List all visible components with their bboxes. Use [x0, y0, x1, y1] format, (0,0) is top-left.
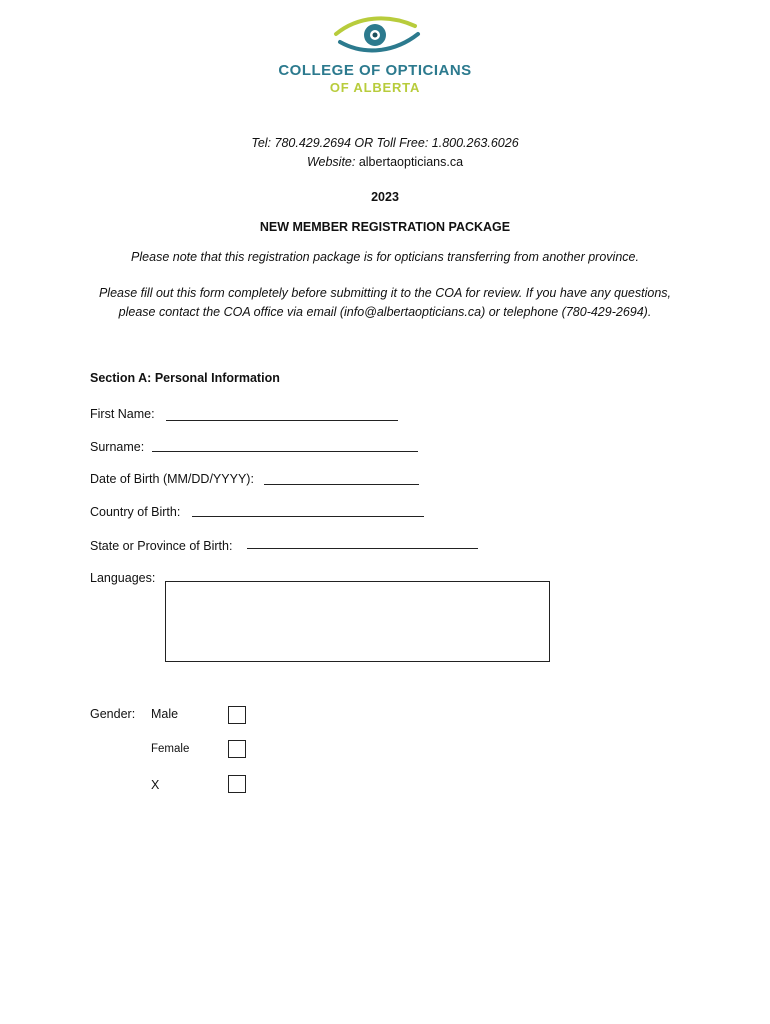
registration-note: Please note that this registration package is for opticians transferring from another province.: [131, 250, 639, 264]
gender-option-x-label: X: [151, 778, 160, 792]
languages-label: Languages:: [90, 571, 156, 585]
surname-field[interactable]: [152, 451, 418, 452]
eye-logo-icon: [270, 12, 480, 60]
state-of-birth-label: State or Province of Birth:: [90, 539, 233, 553]
gender-option-female-label: Female: [151, 743, 190, 755]
instructions-line-2: please contact the COA office via email (info@albertaopticians.ca) or telephone (780-429-2694).: [118, 305, 652, 319]
dob-label: Date of Birth (MM/DD/YYYY):: [90, 472, 254, 486]
website-link[interactable]: albertaopticians.ca: [358, 155, 464, 169]
country-of-birth-label: Country of Birth:: [90, 505, 181, 519]
dob-field[interactable]: [264, 484, 419, 485]
year: 2023: [371, 190, 399, 204]
section-a-heading: Section A: Personal Information: [90, 371, 280, 385]
country-of-birth-field[interactable]: [192, 516, 424, 517]
website-label: Website:: [306, 155, 356, 169]
logo-text-line2: OF ALBERTA: [329, 80, 421, 95]
languages-textbox[interactable]: [165, 581, 550, 662]
gender-male-checkbox[interactable]: [228, 706, 246, 724]
coa-logo: [270, 12, 480, 102]
instructions-line-1: Please fill out this form completely before submitting it to the COA for review. If you have any questions,: [98, 286, 672, 300]
contact-telephone: Tel: 780.429.2694 OR Toll Free: 1.800.263.6026: [251, 136, 519, 150]
logo-text-line1: COLLEGE OF OPTICIANS: [278, 62, 472, 79]
document-title: NEW MEMBER REGISTRATION PACKAGE: [259, 220, 511, 234]
first-name-label: First Name:: [90, 407, 155, 421]
state-of-birth-field[interactable]: [247, 548, 478, 549]
gender-label: Gender:: [90, 707, 136, 721]
website-line: [0, 155, 770, 169]
gender-x-checkbox[interactable]: [228, 775, 246, 793]
gender-female-checkbox[interactable]: [228, 740, 246, 758]
gender-option-male-label: Male: [151, 707, 179, 721]
first-name-field[interactable]: [166, 420, 398, 421]
surname-label: Surname:: [90, 440, 145, 454]
